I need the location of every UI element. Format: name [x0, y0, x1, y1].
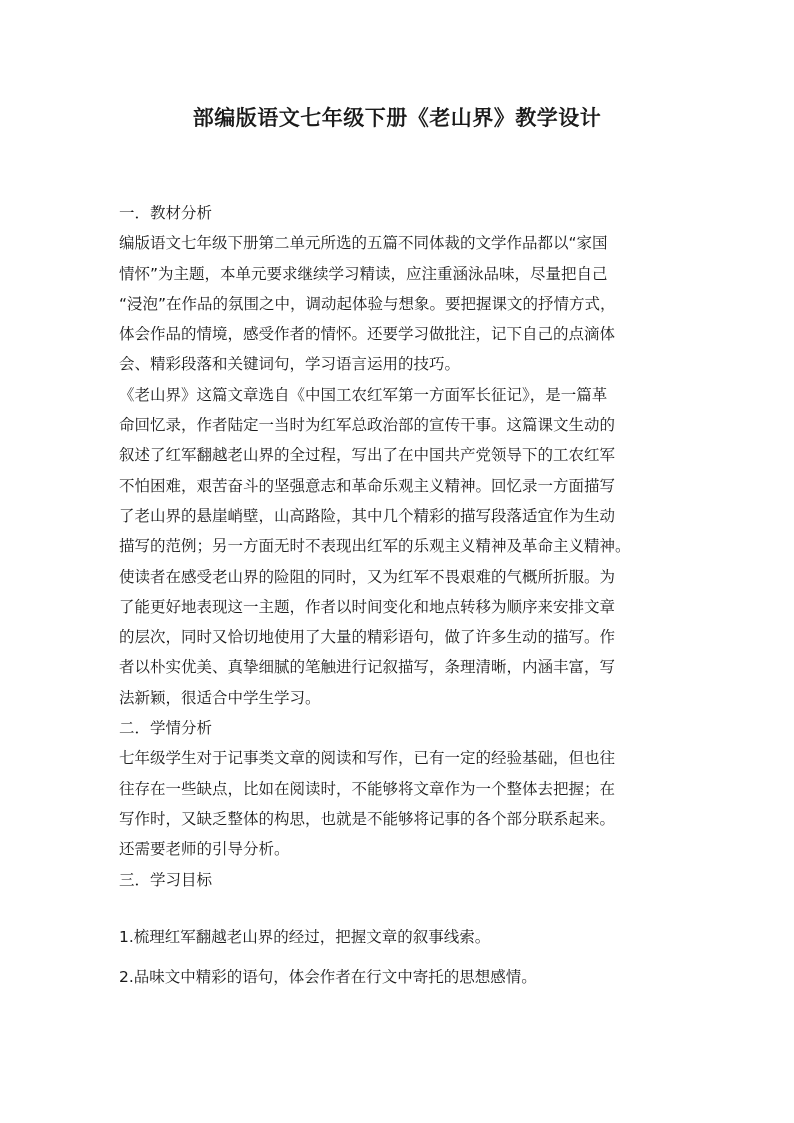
body-line: 者以朴实优美、真挚细腻的笔触进行记叙描写，条理清晰，内涵丰富，写 [119, 658, 616, 677]
body-line: 《老山界》这篇文章选自《中国工农红军第一方面军长征记》，是一篇革 [119, 385, 608, 404]
document-body [119, 198, 679, 895]
section-heading-student-analysis: 二．学情分析 [119, 719, 213, 738]
body-line: 编版语文七年级下册第二单元所选的五篇不同体裁的文学作品都以“家国 [119, 234, 608, 253]
body-line: 写作时，又缺乏整体的构思，也就是不能够将记事的各个部分联系起来。 [119, 809, 616, 828]
learning-goal-item: 1.梳理红军翻越老山界的经过，把握文章的叙事线索。 [119, 928, 491, 946]
body-line: 法新颖，很适合中学生学习。 [119, 688, 321, 707]
body-line: “浸泡”在作品的氛围之中，调动起体验与想象。要把握课文的抒情方式， [119, 294, 616, 313]
body-line: 情怀”为主题，本单元要求继续学习精读，应注重涵泳品味，尽量把自己 [119, 264, 608, 283]
body-line: 还需要老师的引导分析。 [119, 840, 290, 859]
section-heading-textbook-analysis: 一．教材分析 [119, 204, 213, 222]
learning-goal-item: 2.品味文中精彩的语句，体会作者在行文中寄托的思想感情。 [119, 968, 537, 986]
body-line: 叙述了红军翻越老山界的全过程，写出了在中国共产党领导下的工农红军 [119, 446, 616, 465]
body-line: 命回忆录，作者陆定一当时为红军总政治部的宣传干事。这篇课文生动的 [119, 416, 616, 435]
body-line: 了能更好地表现这一主题，作者以时间变化和地点转移为顺序来安排文章 [119, 597, 616, 616]
body-line: 会、精彩段落和关键词句，学习语言运用的技巧。 [119, 355, 461, 374]
body-line: 七年级学生对于记事类文章的阅读和写作，已有一定的经验基础，但也往 [119, 749, 616, 768]
body-line: 往存在一些缺点，比如在阅读时，不能够将文章作为一个整体去把握；在 [119, 779, 616, 798]
body-line: 使读者在感受老山界的险阻的同时，又为红军不畏艰难的气概所折服。为 [119, 567, 616, 586]
document-title: 部编版语文七年级下册《老山界》教学设计 [192, 106, 602, 130]
section-heading-learning-goals: 三．学习目标 [119, 870, 213, 889]
body-line: 了老山界的悬崖峭壁，山高路险，其中几个精彩的描写段落适宜作为生动 [119, 506, 616, 525]
body-line: 体会作品的情境，感受作者的情怀。还要学习做批注，记下自己的点滴体 [119, 325, 616, 344]
body-line: 的层次，同时又恰切地使用了大量的精彩语句，做了许多生动的描写。作 [119, 628, 616, 647]
body-line: 描写的范例；另一方面无时不表现出红军的乐观主义精神及革命主义精神。 [119, 537, 631, 556]
body-line: 不怕困难，艰苦奋斗的坚强意志和革命乐观主义精神。回忆录一方面描写 [119, 476, 616, 495]
